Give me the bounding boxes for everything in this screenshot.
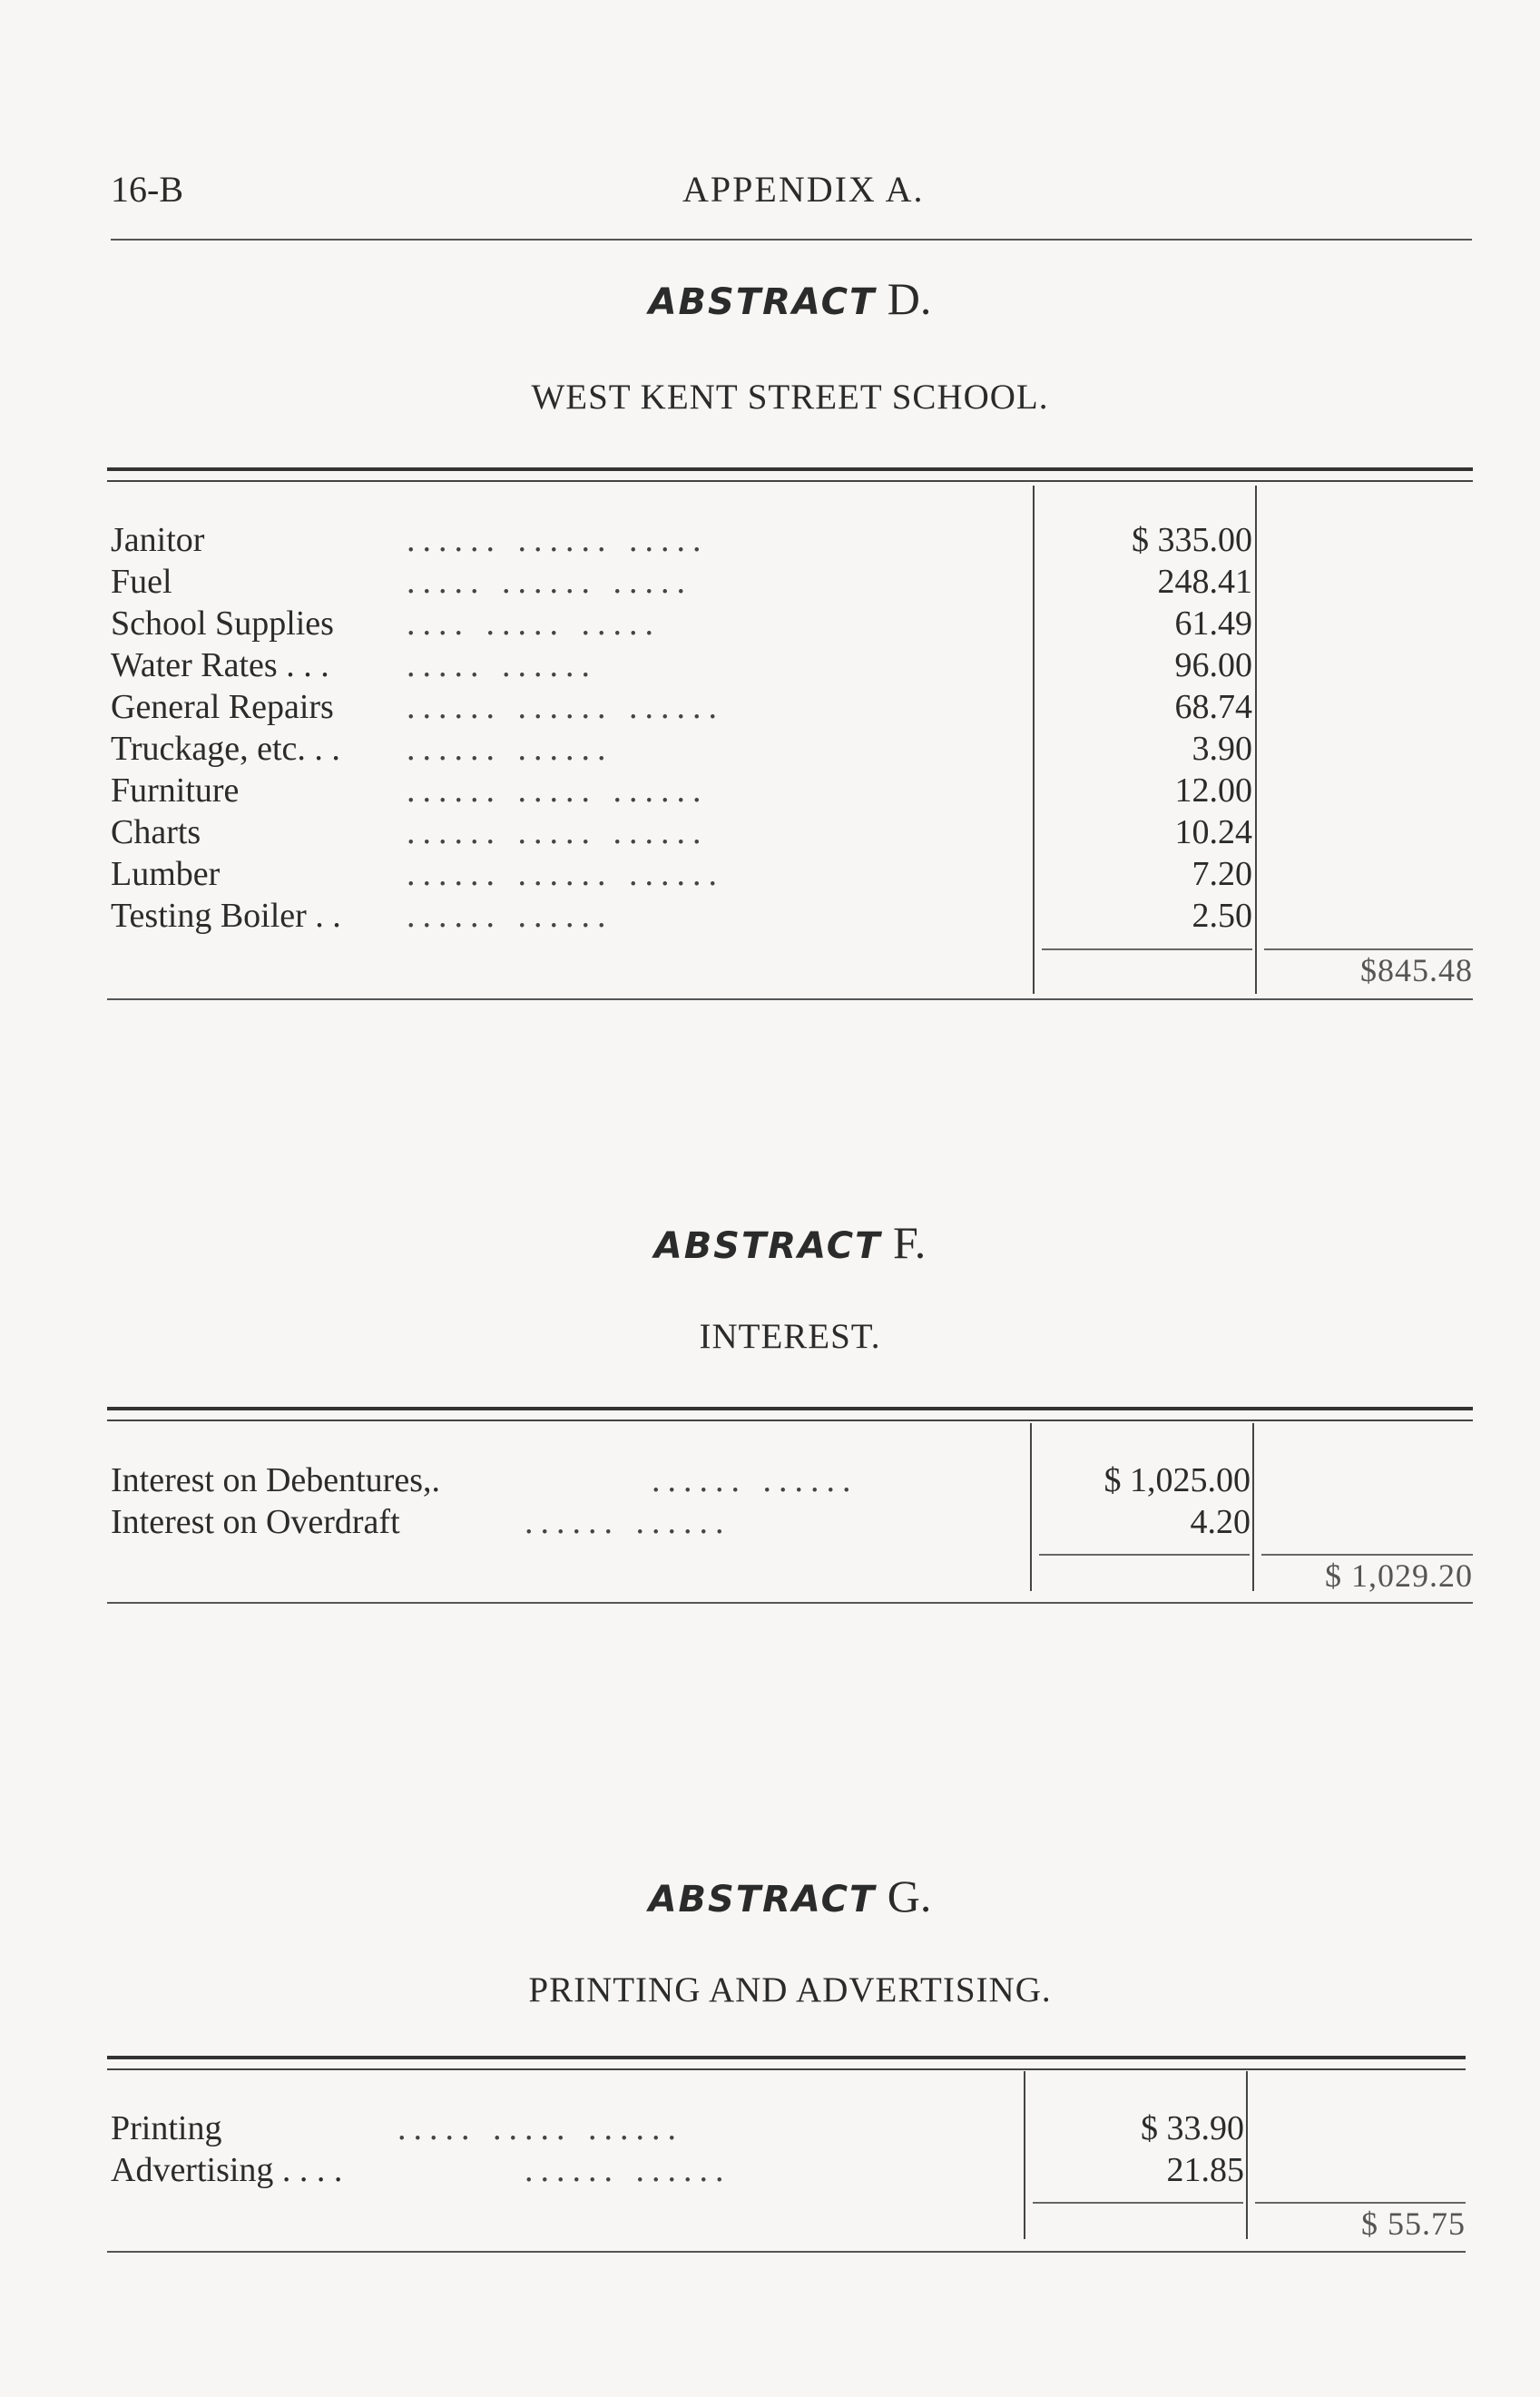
item-label: Truckage, etc. . . xyxy=(111,730,340,768)
table-row xyxy=(107,728,1252,770)
total-rule xyxy=(1261,1554,1473,1556)
table-row xyxy=(107,1459,1251,1501)
subtotal-rule xyxy=(1039,1554,1250,1556)
abstract-d-subtitle: WEST KENT STREET SCHOOL. xyxy=(531,378,1049,417)
table-row xyxy=(107,2149,1244,2191)
abstract-f-letter: F. xyxy=(892,1217,927,1268)
abstract-g xyxy=(107,1870,1473,2269)
abstract-d-total-divider xyxy=(1255,486,1257,994)
item-amount: 2.50 xyxy=(1192,897,1252,935)
abstract-f-keyword: ABSTRACT xyxy=(653,1225,882,1267)
item-label: Lumber xyxy=(111,855,221,893)
item-amount: 61.49 xyxy=(1174,604,1252,643)
abstract-f-total: $ 1,029.20 xyxy=(1325,1557,1473,1594)
item-label: Charts xyxy=(111,813,201,851)
item-label: Interest on Overdraft xyxy=(111,1503,400,1541)
abstract-g-subtitle: PRINTING AND ADVERTISING. xyxy=(528,1970,1052,2009)
abstract-g-total: $ 55.75 xyxy=(1361,2205,1466,2242)
item-amount: 248.41 xyxy=(1157,563,1252,601)
abstract-g-title xyxy=(107,1870,1473,1922)
page-number: 16-B xyxy=(111,169,183,210)
abstract-g-total-divider xyxy=(1246,2071,1248,2239)
leader-dots: ...... ...... xyxy=(652,1461,858,1499)
page-header xyxy=(111,168,1472,213)
leader-dots: ...... ..... ...... xyxy=(407,771,709,810)
abstract-d-bottom-rule xyxy=(107,998,1473,1000)
table-row xyxy=(107,603,1252,644)
abstract-g-keyword: ABSTRACT xyxy=(648,1879,877,1921)
table-row xyxy=(107,1501,1251,1543)
table-row xyxy=(107,686,1252,728)
item-label: Printing xyxy=(111,2109,222,2147)
item-amount: 3.90 xyxy=(1192,730,1252,768)
abstract-f-top-rule xyxy=(107,1407,1473,1421)
leader-dots: ...... ...... ..... xyxy=(407,521,709,559)
item-amount: 7.20 xyxy=(1192,855,1252,893)
leader-dots: ...... ...... xyxy=(407,730,613,768)
header-rule xyxy=(111,239,1472,241)
item-label: General Repairs xyxy=(111,688,334,726)
item-label: Testing Boiler . . xyxy=(111,897,341,935)
leader-dots: ...... ...... ...... xyxy=(407,688,724,726)
leader-dots: .... ..... ..... xyxy=(407,604,661,643)
abstract-d xyxy=(107,272,1473,1012)
abstract-d-total: $845.48 xyxy=(1360,952,1473,988)
table-row xyxy=(107,811,1252,853)
item-amount: $ 33.90 xyxy=(1141,2109,1244,2147)
item-amount: 96.00 xyxy=(1174,646,1252,684)
abstract-d-rows xyxy=(107,519,1252,937)
abstract-f-subtitle: INTEREST. xyxy=(699,1317,881,1356)
leader-dots: ...... ...... xyxy=(525,2151,731,2189)
item-label: Interest on Debentures,. xyxy=(111,1461,440,1499)
item-label: Furniture xyxy=(111,771,240,810)
item-label: Janitor xyxy=(111,521,205,559)
abstract-g-top-rule xyxy=(107,2056,1466,2070)
leader-dots: ...... ..... ...... xyxy=(407,813,709,851)
table-row xyxy=(107,853,1252,895)
abstract-g-letter: G. xyxy=(887,1871,932,1921)
abstract-f-bottom-rule xyxy=(107,1602,1473,1604)
abstract-d-title xyxy=(107,272,1473,325)
subtotal-rule xyxy=(1042,948,1252,950)
leader-dots: ...... ...... ...... xyxy=(407,855,724,893)
item-label: School Supplies xyxy=(111,604,334,643)
page-title: APPENDIX A. xyxy=(682,169,925,210)
item-label: Water Rates . . . xyxy=(111,646,329,684)
abstract-d-letter: D. xyxy=(887,273,932,324)
item-amount: 12.00 xyxy=(1174,771,1252,810)
abstract-d-keyword: ABSTRACT xyxy=(648,281,877,323)
item-amount: 10.24 xyxy=(1174,813,1252,851)
abstract-f-title xyxy=(107,1216,1473,1269)
abstract-f-rows xyxy=(107,1459,1251,1543)
item-amount: 21.85 xyxy=(1166,2151,1244,2189)
abstract-g-bottom-rule xyxy=(107,2251,1466,2253)
item-label: Advertising . . . . xyxy=(111,2151,343,2189)
item-amount: 68.74 xyxy=(1174,688,1252,726)
abstract-d-top-rule xyxy=(107,467,1473,482)
item-label: Fuel xyxy=(111,563,172,601)
leader-dots: ...... ...... xyxy=(407,897,613,935)
leader-dots: ...... ...... xyxy=(525,1503,731,1541)
table-row xyxy=(107,644,1252,686)
leader-dots: ..... ...... ..... xyxy=(407,563,692,601)
abstract-f-total-divider xyxy=(1252,1423,1254,1591)
item-amount: $ 1,025.00 xyxy=(1104,1461,1251,1499)
leader-dots: ..... ..... ...... xyxy=(397,2109,683,2147)
item-amount: $ 335.00 xyxy=(1132,521,1252,559)
item-amount: 4.20 xyxy=(1190,1503,1251,1541)
abstract-f xyxy=(107,1216,1473,1616)
table-row xyxy=(107,895,1252,937)
total-rule xyxy=(1264,948,1473,950)
total-rule xyxy=(1255,2202,1466,2204)
subtotal-rule xyxy=(1033,2202,1243,2204)
table-row xyxy=(107,561,1252,603)
leader-dots: ..... ...... xyxy=(407,646,597,684)
abstract-g-rows xyxy=(107,2107,1244,2191)
table-row xyxy=(107,770,1252,811)
table-row xyxy=(107,519,1252,561)
table-row xyxy=(107,2107,1244,2149)
